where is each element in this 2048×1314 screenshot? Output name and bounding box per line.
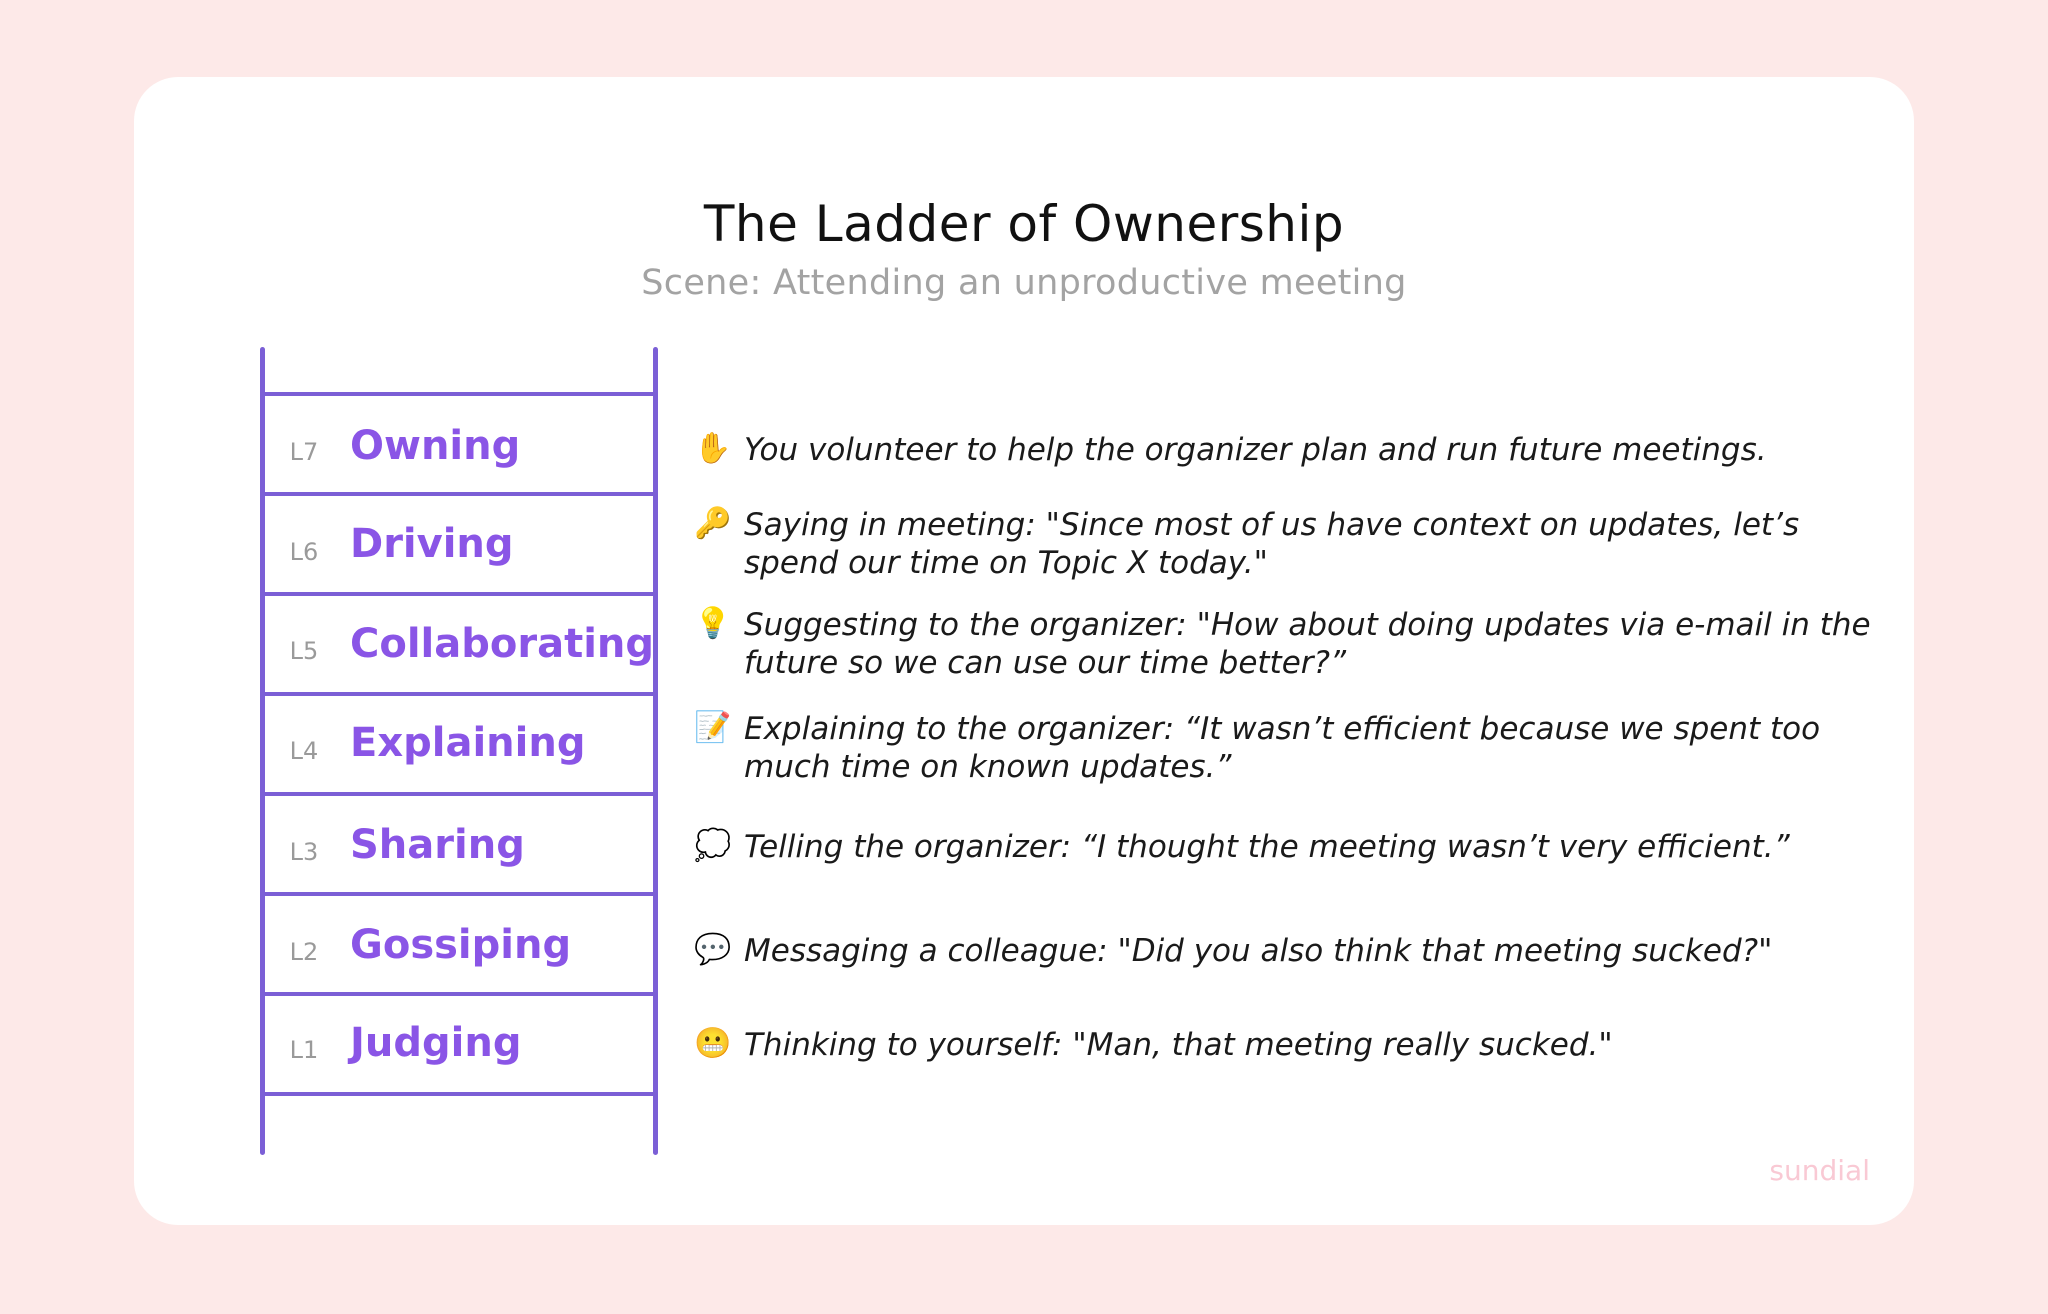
ladder-rung [260,992,658,996]
level-code: L1 [289,1036,319,1064]
level-name: Sharing [350,822,525,868]
level-name: Judging [350,1020,522,1066]
light-bulb-icon: 💡 [694,606,732,641]
level-description: Suggesting to the organizer: "How about doing updates via e-mail in the future so we can use our time better?” [744,607,1871,681]
key-icon: 🔑 [694,506,732,541]
level-name: Collaborating [350,621,655,667]
level-description: Explaining to the organizer: “It wasn’t efficient because we spent too much time on known updates.” [744,711,1821,785]
ladder-rail-right [653,347,658,1155]
level-description: Messaging a colleague: "Did you also think that meeting sucked?" [744,933,1773,969]
level-name: Explaining [350,720,586,766]
ladder-rung [260,492,658,496]
ladder-rung [260,792,658,796]
page-subtitle: Scene: Attending an unproductive meeting [641,263,1407,303]
level-code: L5 [289,637,319,665]
ladder-rung [260,692,658,696]
level-description: Saying in meeting: "Since most of us have context on updates, let’s spend our time on Topic X today." [744,507,1800,581]
level-name: Owning [350,423,521,469]
ladder-rung [260,592,658,596]
level-description: Thinking to yourself: "Man, that meeting really sucked." [744,1027,1613,1063]
brand-logo: sundial [1769,1154,1870,1187]
level-description: Telling the organizer: “I thought the meeting wasn’t very efficient.” [744,829,1790,865]
level-code: L4 [289,737,319,765]
level-description: You volunteer to help the organizer plan and run future meetings. [744,432,1767,468]
level-name: Driving [350,521,514,567]
ladder-rung [260,392,658,396]
level-code: L6 [289,538,319,566]
page-title: The Ladder of Ownership [703,195,1345,253]
ladder-rung [260,1092,658,1096]
level-code: L7 [289,438,319,466]
ladder-rail-left [260,347,265,1155]
ladder-card [134,77,1914,1225]
level-name: Gossiping [350,922,572,968]
raised-hand-icon: ✋ [694,431,732,466]
thought-balloon-icon: 💭 [694,828,732,863]
speech-balloon-icon: 💬 [694,932,732,967]
grimacing-face-icon: 😬 [694,1026,732,1061]
level-code: L2 [289,938,319,966]
level-code: L3 [289,838,319,866]
memo-icon: 📝 [694,710,732,745]
ladder-rung [260,892,658,896]
